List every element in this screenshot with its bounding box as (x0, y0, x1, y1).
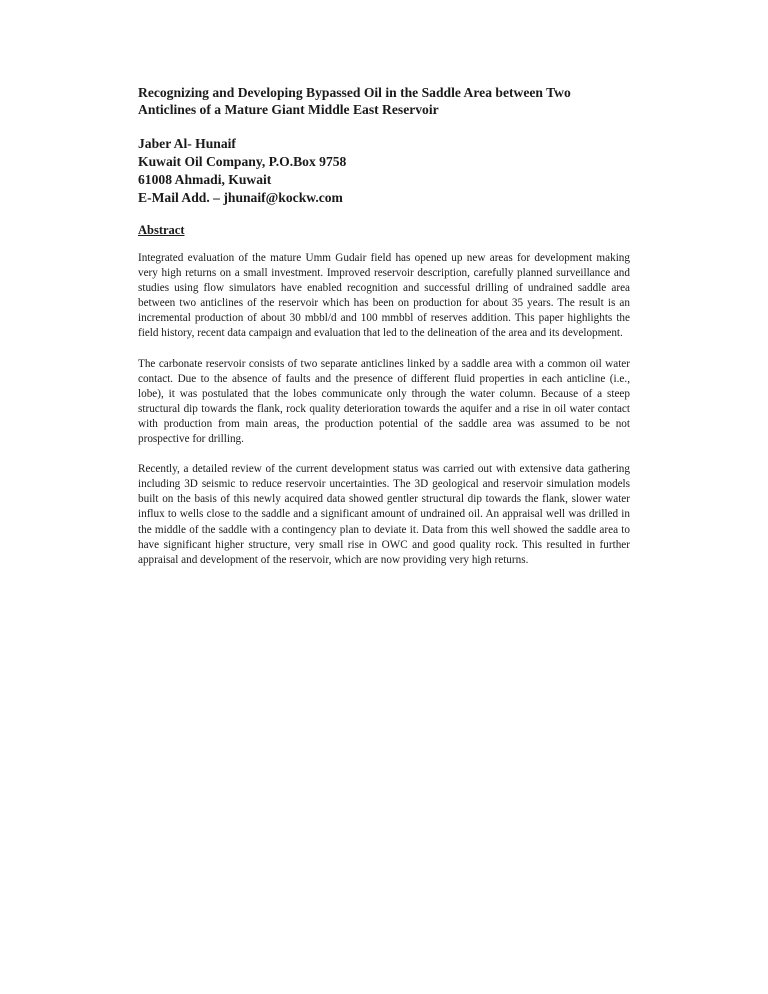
abstract-paragraph-3: Recently, a detailed review of the current development status was carried out with extensive data gathering including 3D seismic to reduce reservoir uncertainties. The 3D geological and reservoir simulation models built on the basis of this newly acquired data showed gentler structural dip towards the flank, slower water influx to wells close to the saddle and a significant amount of undrained oil. An appraisal well was drilled in the middle of the saddle with a contingency plan to deviate it. Data from this well showed the saddle area to have significant higher structure, very small rise in OWC and good quality rock. This resulted in further appraisal and development of the reservoir, which are now providing very high returns. (138, 463, 630, 566)
abstract-heading: Abstract (138, 223, 185, 237)
author-name: Jaber Al- Hunaif (138, 136, 236, 151)
abstract-paragraph-2: The carbonate reservoir consists of two separate anticlines linked by a saddle area with a common oil water contact. Due to the absence of faults and the presence of different fluid properties in each anticline (i.e., lobe), it was postulated that the lobes communicate only through the water column. Because of a steep structural dip towards the flank, rock quality deterioration towards the aquifer and a rise in oil water contact with production from main areas, the production potential of the saddle area was assumed to be not prospective for drilling. (138, 357, 630, 446)
paper-page (138, 84, 630, 568)
author-affiliation: Kuwait Oil Company, P.O.Box 9758 (138, 154, 347, 169)
paper-title: Recognizing and Developing Bypassed Oil in the Saddle Area between Two Anticlines of a Mature Giant Middle East Reservoir (138, 85, 571, 117)
author-block (138, 135, 630, 207)
author-email: E-Mail Add. – jhunaif@kockw.com (138, 190, 343, 205)
abstract-paragraph-1: Integrated evaluation of the mature Umm Gudair field has opened up new areas for development making very high returns on a small investment. Improved reservoir description, carefully planned surveillance and studies using flow simulators have enabled recognition and successful drilling of undrained saddle area between two anticlines of the reservoir which has been on production for about 35 years. The result is an incremental production of about 30 mbbl/d and 100 mmbbl of reserves addition. This paper highlights the field history, recent data campaign and evaluation that led to the delineation of the area and its development. (138, 252, 630, 340)
author-address: 61008 Ahmadi, Kuwait (138, 172, 272, 187)
